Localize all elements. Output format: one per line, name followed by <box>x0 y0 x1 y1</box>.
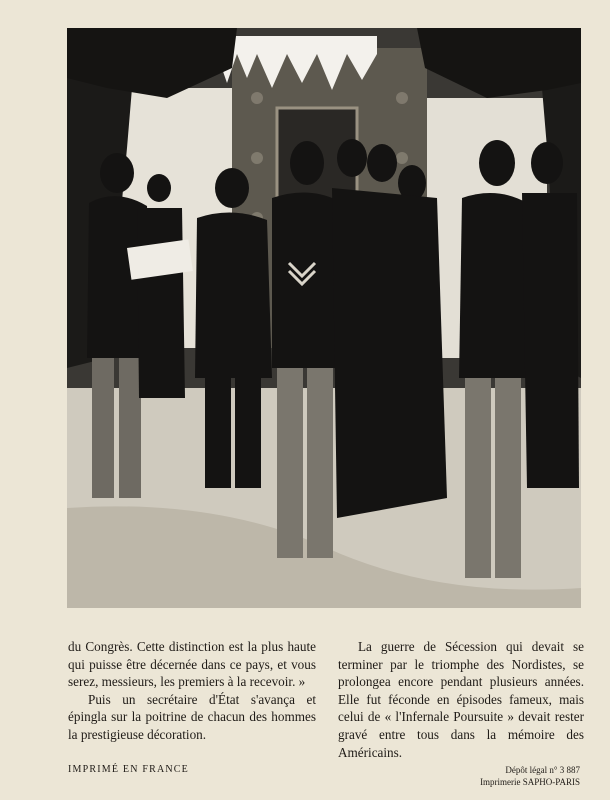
illustration-medal-ceremony <box>67 28 581 608</box>
printed-in-label: IMPRIMÉ EN FRANCE <box>68 764 189 775</box>
legal-deposit: Dépôt légal n° 3 887 <box>505 765 580 775</box>
paragraph-left-1: du Congrès. Cette distinction est la plus haute qui puisse être décernée dans ce pays, et vous serez, messieurs, les premiers à la recevoir. » <box>68 639 316 690</box>
paragraph-left-2: Puis un secrétaire d'État s'avança et épingla sur la poitrine de chacun des hommes la prestigieuse décoration. <box>68 691 316 742</box>
paragraph-right-1: La guerre de Sécession qui devait se terminer par le triomphe des Nordistes, se prolongea encore pendant plusieurs années. Elle fut féconde en épisodes fameux, mais celui de « l'Infernale Poursuite » devait rester gravé entre tous dans la mémoire des Américains. <box>338 639 584 760</box>
printer-name: Imprimerie SAPHO-PARIS <box>480 777 580 787</box>
illustration-drawing <box>67 28 581 608</box>
imprint-block <box>480 764 580 788</box>
text-column-left <box>68 638 316 744</box>
text-column-right <box>338 638 584 761</box>
